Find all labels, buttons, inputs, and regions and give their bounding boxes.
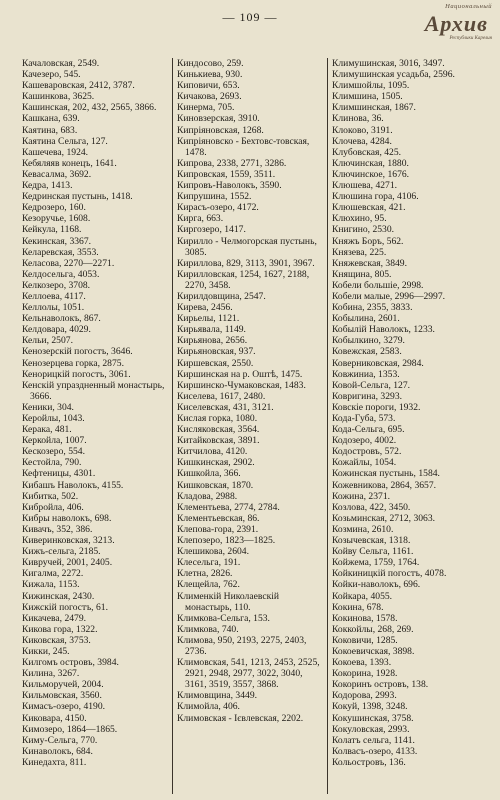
page-number: — 109 — (222, 10, 278, 24)
index-entry: Качезеро, 545. (22, 69, 81, 81)
index-entry: Климшинская, 1867. (332, 102, 416, 114)
index-entry: Климшина, 1505. (332, 91, 403, 103)
index-entry: Козмина, 2610. (332, 523, 394, 535)
index-entry: Кинькиева, 930. (177, 69, 243, 81)
index-entry: Княжъ Боръ, 562. (332, 235, 404, 247)
index-entry: Клюшина гора, 4106. (332, 191, 419, 203)
index-entry: Кижскій погостъ, 61. (22, 601, 108, 613)
index-entry: Климушинская усадьба, 2596. (332, 69, 455, 81)
index-entry: Кашеваровская, 2412, 3787. (22, 80, 135, 92)
index-entry: Клементьевская, 86. (177, 512, 260, 524)
index-entry: Княжевская, 3849. (332, 257, 408, 269)
archive-stamp (406, 3, 494, 47)
index-entry: Келаревская, 3553. (22, 246, 99, 258)
index-entry: Кипріяновско - Бехтовс-товская, 1478. (177, 135, 310, 158)
index-entry: Кокорина, 1928. (332, 668, 398, 680)
index-entry: Келкозеро, 3708. (22, 279, 91, 291)
index-entry: Кодорова, 2993. (332, 690, 397, 702)
index-entry: Киверинковская, 3213. (22, 535, 115, 547)
index-entry: Козычевская, 1318. (332, 535, 411, 547)
index-entry: Клементьева, 2774, 2784. (177, 501, 280, 513)
index-entry: Кишкойла, 366. (177, 468, 241, 480)
index-entry: Ковой-Сельга, 127. (332, 379, 411, 391)
index-entry: Кишкинская, 2902. (177, 457, 255, 469)
index-entry: Кобылій Наволокъ, 1233. (332, 324, 435, 336)
stamp-line1: Национальный (445, 3, 492, 10)
index-entry: Клоково, 3191. (332, 124, 393, 136)
index-entry: Кашечева, 1924. (22, 146, 89, 158)
index-column-1 (18, 58, 172, 794)
index-entry: Китчилова, 4120. (177, 446, 248, 458)
index-entry: Келлолы, 1051. (22, 302, 85, 314)
index-entry: Керойлы, 1043. (22, 413, 85, 424)
index-entry: Кодозеро, 4002. (332, 435, 397, 447)
index-entry: Койкара, 4055. (332, 590, 393, 602)
index-entry: Кобина, 2355, 3833. (332, 302, 413, 314)
index-entry: Кибройла, 406. (22, 501, 84, 513)
index-entry: Климкова-Сельга, 153. (177, 612, 270, 624)
index-entry: Ковскіе пороги, 1932. (332, 401, 421, 413)
index-entry: Кикова гора, 1322. (22, 623, 98, 635)
index-entry: Климушинская, 3016, 3497. (332, 58, 445, 69)
index-entry: Кенозерскій погостъ, 3646. (22, 346, 133, 358)
index-entry: Козлова, 422, 3450. (332, 501, 411, 513)
stamp-line2: Архив (424, 11, 488, 36)
index-entry: Кирева, 2456. (177, 302, 233, 314)
index-entry: Келасова, 2270—2271. (22, 257, 115, 269)
index-entry: Клюшева, 4271. (332, 180, 398, 192)
index-entry: Кипрова, 2338, 2771, 3286. (177, 157, 287, 169)
index-columns (18, 58, 486, 794)
index-entry: Кокоевичская, 3898. (332, 645, 415, 657)
index-entry: Кашинкова, 3625. (22, 91, 95, 103)
index-entry: Качаловская, 2549. (22, 58, 100, 69)
index-entry: Кейкула, 1168. (22, 224, 82, 236)
index-entry: Кикачева, 2479. (22, 612, 87, 624)
index-entry: Кипровъ-Наволокъ, 3590. (177, 180, 282, 192)
index-entry: Келдосельга, 4053. (22, 268, 100, 280)
index-entry: Кильмовская, 3560. (22, 690, 102, 702)
index-entry: Клещейла, 762. (177, 579, 240, 591)
index-entry: Клешикова, 2604. (177, 546, 249, 558)
index-entry: Кирьелы, 1121. (177, 313, 240, 325)
index-entry: Кедринская пустынь, 1418. (22, 191, 133, 203)
index-entry: Клепова-гора, 2391. (177, 523, 259, 535)
index-entry: Кикки, 245. (22, 645, 70, 657)
index-entry: Климкова, 740. (177, 623, 239, 635)
index-entry: Кода-Губа, 573. (332, 413, 396, 424)
index-entry: Кибашъ Наволокъ, 4155. (22, 479, 124, 491)
index-entry: Кенорицкій погостъ, 3061. (22, 368, 131, 380)
index-entry: Клесельга, 191. (177, 557, 241, 569)
index-entry: Князева, 225. (332, 246, 387, 258)
index-entry: Кивачъ, 352, 386. (22, 523, 93, 535)
index-entry: Ключинская, 1880. (332, 157, 409, 169)
index-entry: Койкиницкій погостъ, 4078. (332, 568, 447, 580)
index-entry: Кобылкино, 3279. (332, 335, 405, 347)
index-entry: Койки-наволокъ, 696. (332, 579, 421, 591)
index-entry: Кебяляяв конецъ, 1641. (22, 157, 117, 169)
index-entry: Климойла, 406. (177, 701, 240, 713)
index-entry: Кедрозеро, 160. (22, 202, 86, 214)
index-entry: Киргозеро, 1417. (177, 224, 246, 236)
index-entry: Кипріяновская, 1268. (177, 124, 264, 136)
index-entry: Каятина, 683. (22, 124, 78, 136)
index-entry: Кирилло - Челмогорская пустынь, 3085. (177, 235, 317, 258)
index-entry: Кашкана, 639. (22, 113, 80, 125)
index-entry: Киковара, 4150. (22, 712, 87, 724)
index-entry: Кашинская, 202, 432, 2565, 3866. (22, 102, 157, 114)
index-entry: Клюхино, 95. (332, 213, 387, 225)
index-entry: Кокуловская, 2993. (332, 723, 410, 735)
index-entry: Керака, 481. (22, 424, 72, 436)
index-entry: Кимасъ-озеро, 4190. (22, 701, 106, 713)
index-entry: Кожина, 2371. (332, 490, 391, 502)
index-entry: Клетна, 2826. (177, 568, 233, 580)
index-entry: Киселевская, 431, 3121. (177, 401, 274, 413)
index-entry: Кижинская, 2430. (22, 590, 95, 602)
index-entry: Кисляковская, 3564. (177, 424, 260, 436)
index-entry: Кинедахта, 811. (22, 756, 87, 768)
index-entry: Кенскій упраздненный монастырь, 3666. (22, 379, 165, 402)
index-entry: Клюшевская, 421. (332, 202, 406, 214)
index-entry: Кивручей, 2001, 2405. (22, 557, 113, 569)
index-entry: Керкойла, 1007. (22, 435, 87, 447)
index-entry: Киму-Сельга, 770. (22, 734, 98, 746)
index-entry: Кеники, 304. (22, 401, 74, 413)
index-entry: Киндосово, 259. (177, 58, 244, 69)
index-entry: Кирьянова, 2656. (177, 335, 248, 347)
index-entry: Кибитка, 502. (22, 490, 79, 502)
index-entry: Кельнаволокъ, 867. (22, 313, 101, 325)
index-entry: Койву Сельга, 1161. (332, 546, 414, 558)
index-entry: Клинова, 36. (332, 113, 384, 125)
index-entry: Киковская, 3753. (22, 634, 91, 646)
index-entry: Книгино, 2530. (332, 224, 395, 236)
index-entry: Ковжиниа, 1353. (332, 368, 400, 380)
index-entry: Колвасъ-озеро, 4133. (332, 745, 418, 757)
index-entry: Климовская, 541, 1213, 2453, 2525, 2921, 2948, 2977, 3022, 3040, 3161, 3519, 3557, 3868. (177, 657, 320, 691)
index-entry: Кимозеро, 1864—1865. (22, 723, 118, 735)
index-entry: Кокоринъ островъ, 138. (332, 679, 429, 691)
index-entry: Козьминская, 2712, 3063. (332, 512, 436, 524)
index-entry: Клочева, 4284. (332, 135, 392, 147)
index-entry: Кокина, 678. (332, 601, 384, 613)
index-entry: Кедра, 1413. (22, 180, 73, 192)
index-entry: Койжема, 1759, 1764. (332, 557, 420, 569)
index-entry: Клубовская, 425. (332, 146, 402, 158)
index-entry: Кирасъ-озеро, 4172. (177, 202, 259, 214)
index-entry: Клименкій Николаевскій монастырь, 110. (177, 590, 280, 613)
stamp-line3: Республики Карелия (449, 36, 492, 41)
index-entry: Кольостровъ, 136. (332, 756, 406, 768)
index-entry: Климовщина, 3449. (177, 690, 258, 702)
index-entry: Ковежская, 2583. (332, 346, 402, 358)
index-entry: Коверниковская, 2984. (332, 357, 424, 369)
index-entry: Кода-Сельга, 695. (332, 424, 405, 436)
index-entry: Кирга, 663. (177, 213, 224, 225)
index-entry: Коковичи, 1285. (332, 634, 398, 646)
index-entry: Княщина, 805. (332, 268, 392, 280)
index-entry: Ключинское, 1676. (332, 168, 410, 180)
index-entry: Кипрушина, 1552. (177, 191, 252, 203)
index-entry: Кокушинская, 3758. (332, 712, 414, 724)
index-entry: Кекинская, 3367. (22, 235, 92, 247)
index-entry: Кефтеницы, 4301. (22, 468, 96, 480)
index-entry: Кириллова, 829, 3113, 3901, 3967. (177, 257, 315, 269)
index-entry: Кокуй, 1398, 3248. (332, 701, 408, 713)
index-entry: Кельи, 2507. (22, 335, 73, 347)
index-entry: Кожайлы, 1054. (332, 457, 397, 469)
index-entry: Кокинова, 1578. (332, 612, 398, 624)
index-entry: Килина, 3267. (22, 668, 80, 680)
index-entry: Киршевская, 2550. (177, 357, 254, 369)
index-entry: Кевасалма, 3692. (22, 168, 92, 180)
index-entry: Кирилдовщина, 2547. (177, 290, 266, 302)
index-entry: Кирилловская, 1254, 1627, 2188, 2270, 3458. (177, 268, 310, 291)
index-entry: Кинерма, 705. (177, 102, 235, 114)
index-column-2 (172, 58, 327, 794)
index-entry: Кипровская, 1559, 3511. (177, 168, 276, 180)
index-entry: Киршинская на р. Оштѣ, 1475. (177, 368, 303, 380)
index-entry: Кокоева, 1393. (332, 657, 392, 669)
index-entry: Климовская - Ієвлевская, 2202. (177, 712, 304, 724)
index-entry: Кобели малые, 2996—2997. (332, 290, 446, 302)
index-column-3 (327, 58, 486, 794)
index-entry: Кижъ-сельга, 2185. (22, 546, 101, 558)
index-entry: Кинаволокъ, 684. (22, 745, 93, 757)
index-entry: Келдовара, 4029. (22, 324, 91, 336)
index-entry: Кишковская, 1870. (177, 479, 254, 491)
index-entry: Келлоева, 4117. (22, 290, 86, 302)
index-entry: Климшойлы, 1095. (332, 80, 410, 92)
index-entry: Коккойлы, 268, 269. (332, 623, 414, 635)
index-entry: Каятина Сельга, 127. (22, 135, 108, 147)
index-entry: Колатъ сельга, 1141. (332, 734, 415, 746)
index-entry: Кескозеро, 554. (22, 446, 85, 458)
index-entry: Кладова, 2988. (177, 490, 238, 502)
index-entry: Кенозерцева горка, 2875. (22, 357, 124, 369)
index-entry: Кобели большіе, 2998. (332, 279, 424, 291)
index-entry: Кислая горка, 1080. (177, 413, 258, 424)
index-entry: Климова, 950, 2193, 2275, 2403, 2736. (177, 634, 307, 657)
index-entry: Кирьяновская, 937. (177, 346, 256, 358)
index-entry: Кибры наволокъ, 698. (22, 512, 112, 524)
index-entry: Кигалма, 2272. (22, 568, 84, 580)
index-entry: Клепозеро, 1823—1825. (177, 535, 276, 547)
index-entry: Кирьявала, 1149. (177, 324, 246, 336)
index-entry: Кезоручье, 1608. (22, 213, 91, 225)
index-entry: Киновзерская, 3910. (177, 113, 260, 125)
index-entry: Киршинско-Чумаковская, 1483. (177, 379, 306, 391)
index-entry: Кодостровъ, 572. (332, 446, 402, 458)
index-entry: Кичакова, 2693. (177, 91, 242, 103)
index-entry: Кожинская пустынь, 1584. (332, 468, 440, 480)
index-entry: Кижала, 1153. (22, 579, 80, 591)
index-entry: Киселева, 1617, 2480. (177, 390, 266, 402)
index-entry: Кобылина, 2601. (332, 313, 400, 325)
index-entry: Кильморучей, 2004. (22, 679, 104, 691)
index-entry: Кожевникова, 2864, 3657. (332, 479, 437, 491)
index-entry: Килгомъ островъ, 3984. (22, 657, 119, 669)
index-entry: Ковригина, 3293. (332, 390, 403, 402)
index-entry: Китайковская, 3891. (177, 435, 260, 447)
index-entry: Киповичи, 653. (177, 80, 240, 92)
index-entry: Кестойла, 790. (22, 457, 82, 469)
